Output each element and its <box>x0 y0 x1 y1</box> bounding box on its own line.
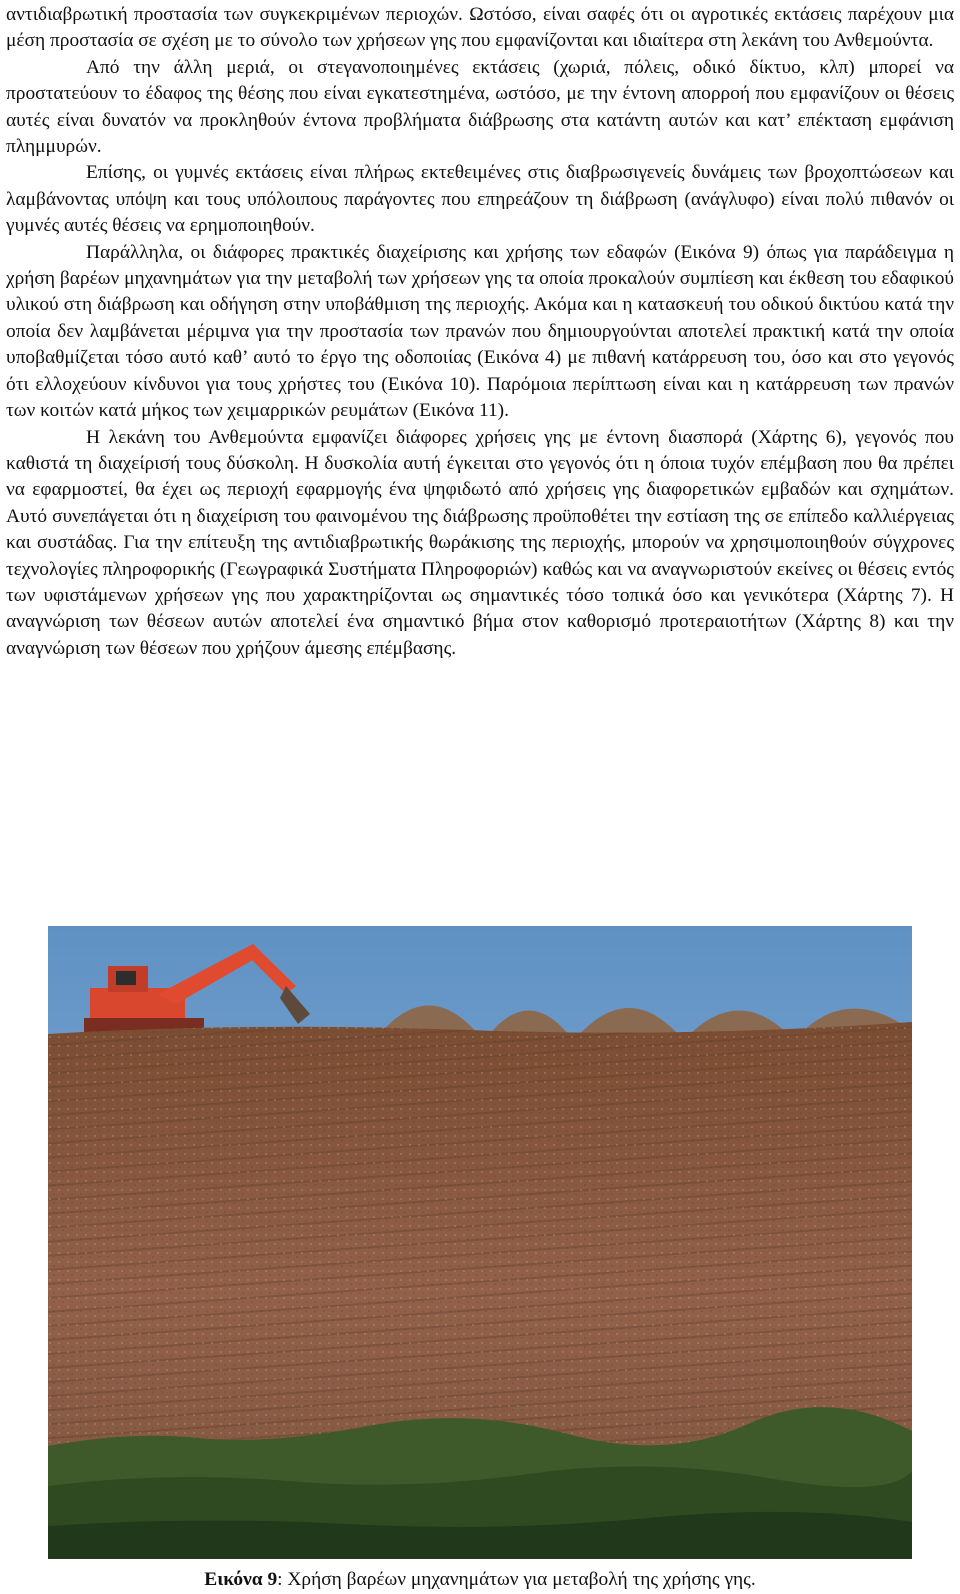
paragraph-2: Από την άλλη μεριά, οι στεγανοποιημένες εκτάσεις (χωριά, πόλεις, οδικό δίκτυο, κλπ) μπορεί να προστατεύουν το έδαφος της θέσης που είναι εγκατεστημένα, ωστόσο, με την έντονη απορροή που εμφανίζουν οι θέσεις αυτές είναι δυνατόν να προκληθούν έντονα προβλήματα διάβρωσης στα κατάντη αυτών και κατ’ επέκταση εμφάνιση πλημμυρών. <box>6 56 954 158</box>
body-text <box>6 2 954 662</box>
photo-illustration <box>48 926 912 1559</box>
paragraph-3: Επίσης, οι γυμνές εκτάσεις είναι πλήρως εκτεθειμένες στις διαβρωσιγενείς δυνάμεις των βροχοπτώσεων και λαμβάνοντας υπόψη και τους υπόλοιπους παράγοντες που επηρεάζουν τη διάβρωση (ανάγλυφο) είναι πολύ πιθανόν οι γυμνές αυτές θέσεις να ερημοποιηθούν. <box>6 162 954 237</box>
paragraph-4: Παράλληλα, οι διάφορες πρακτικές διαχείρισης και χρήσης των εδαφών (Εικόνα 9) όπως για παράδειγμα η χρήση βαρέων μηχανημάτων για την μεταβολή των χρήσεων γης τα οποία προκαλούν συμπίεση και έκθεση του εδαφικού υλικού στη διάβρωση και οδήγηση στην υποβάθμιση της περιοχής. Ακόμα και η κατασκευή του οδικού δικτύου κατά την οποία δεν λαμβάνεται μέριμνα για την προστασία των πρανών που δημιουργούνται αποτελεί πρακτική κατά την οποία υποβαθμίζεται τόσο αυτό καθ’ αυτό το έργο της οδοποιίας (Εικόνα 4) με πιθανή κατάρρευση του, όσο και στο γεγονός ότι ελλοχεύουν κίνδυνοι για τους χρήστες του (Εικόνα 10). Παρόμοια περίπτωση είναι και η κατάρρευση των πρανών των κοιτών κατά μήκος των χειμαρρικών ρευμάτων (Εικόνα 11). <box>6 241 954 422</box>
caption-label: Εικόνα 9 <box>204 1569 278 1590</box>
paragraph-5: Η λεκάνη του Ανθεμούντα εμφανίζει διάφορες χρήσεις γης με έντονη διασπορά (Χάρτης 6), γεγονός που καθιστά τη διαχείρισή τους δύσκολη. Η δυσκολία αυτή έγκειται στο γεγονός ότι η όποια τυχόν επέμβαση που θα πρέπει να εφαρμοστεί, θα έχει ως περιοχή εφαρμογής ένα ψηφιδωτό από χρήσεις γης διαφορετικών εμβαδών και σχημάτων. Αυτό συνεπάγεται ότι η διαχείριση του φαινομένου της διάβρωσης προϋποθέτει την εστίαση της σε επίπεδο καλλιέργειας και συστάδας. Για την επίτευξη της αντιδιαβρωτικής θωράκισης της περιοχής, μπορούν να χρησιμοποιηθούν σύγχρονες τεχνολογίες πληροφορικής (Γεωγραφικά Συστήματα Πληροφοριών) καθώς και να αναγνωριστούν εκείνες οι θέσεις εντός των υφιστάμενων χρήσεων γης που χαρακτηρίζονται ως σημαντικές τόσο τοπικά όσο και γενικότερα (Χάρτης 7). Η αναγνώριση των θέσεων αυτών αποτελεί ένα σημαντικό βήμα στον καθορισμό προτεραιοτήτων (Χάρτης 8) και την αναγνώριση των θέσεων που χρήζουν άμεσης επέμβασης. <box>6 426 954 659</box>
figure-caption <box>0 1568 960 1592</box>
paragraph-1: αντιδιαβρωτική προστασία των συγκεκριμένων περιοχών. Ωστόσο, είναι σαφές ότι οι αγροτικές εκτάσεις παρέχουν μια μέση προστασία σε σχέση με το σύνολο των χρήσεων γης που εμφανίζονται και ιδιαίτερα στη λεκάνη του Ανθεμούντα. <box>6 4 954 52</box>
figure-photo-excavator-field <box>48 926 912 1559</box>
caption-text: : Χρήση βαρέων μηχανημάτων για μεταβολή της χρήσης γης. <box>277 1569 756 1590</box>
